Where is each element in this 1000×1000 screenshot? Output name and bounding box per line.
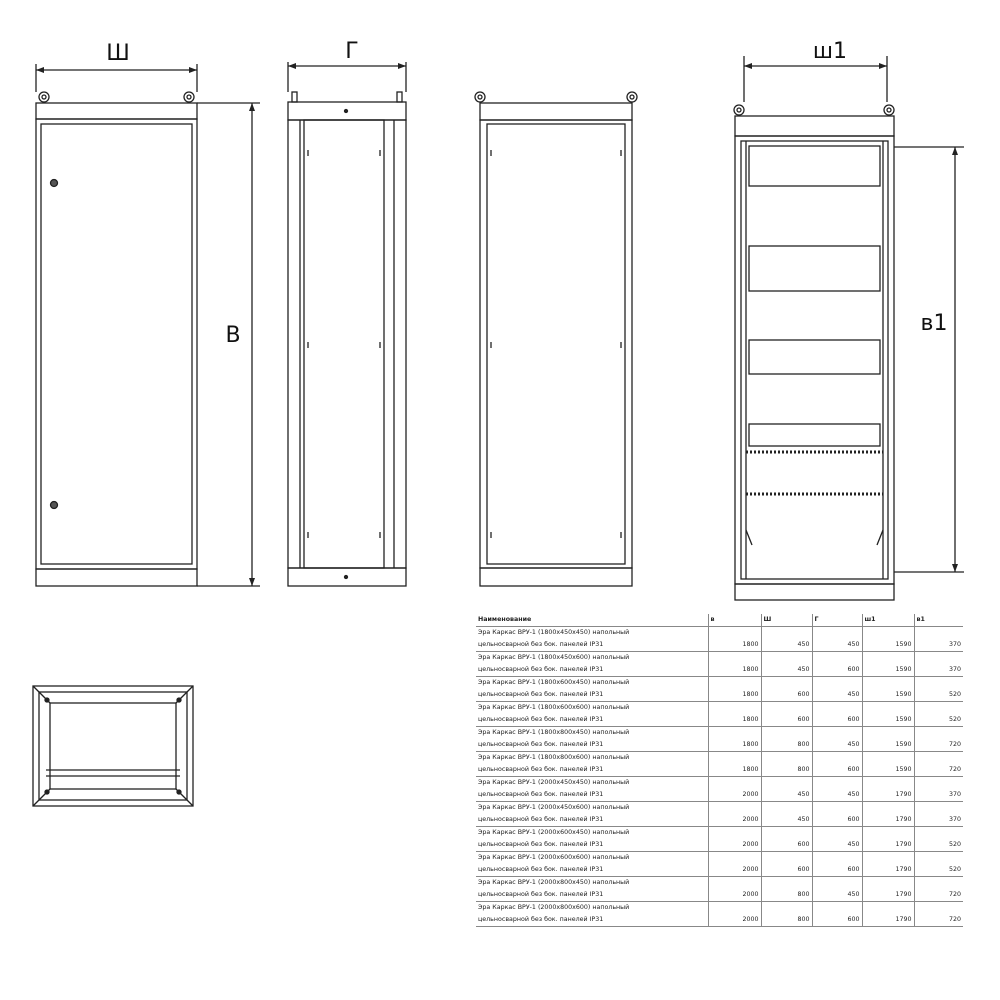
cell-height: 2000 (708, 814, 761, 827)
cell-height: 2000 (708, 789, 761, 802)
cell-width: 600 (761, 689, 812, 702)
empty-cell (812, 702, 862, 715)
table-row-continuation (476, 639, 963, 652)
empty-cell (862, 727, 914, 740)
product-name-line1: Эра Каркас ВРУ-1 (1800х450х450) напольный (476, 627, 708, 640)
product-name-line1: Эра Каркас ВРУ-1 (1800х600х450) напольный (476, 677, 708, 690)
cell-inner-width: 1790 (862, 914, 914, 927)
product-name-line2: цельносварной без бок. панелей IP31 (476, 664, 708, 677)
cell-inner-height: 720 (914, 914, 963, 927)
empty-cell (862, 902, 914, 915)
product-name-line2: цельносварной без бок. панелей IP31 (476, 689, 708, 702)
empty-cell (914, 877, 963, 890)
product-name-line1: Эра Каркас ВРУ-1 (2000х800х450) напольный (476, 877, 708, 890)
product-name-line2: цельносварной без бок. панелей IP31 (476, 639, 708, 652)
empty-cell (761, 677, 812, 690)
empty-cell (914, 827, 963, 840)
table-row (476, 627, 963, 640)
table-header-row (476, 614, 963, 627)
header-depth: Г (812, 614, 862, 627)
table-row-continuation (476, 764, 963, 777)
empty-cell (761, 652, 812, 665)
empty-cell (708, 777, 761, 790)
empty-cell (761, 827, 812, 840)
empty-cell (914, 752, 963, 765)
product-name-line1: Эра Каркас ВРУ-1 (2000х600х450) напольный (476, 827, 708, 840)
cell-inner-height: 520 (914, 839, 963, 852)
cell-inner-width: 1590 (862, 639, 914, 652)
cell-depth: 450 (812, 689, 862, 702)
empty-cell (708, 677, 761, 690)
empty-cell (708, 702, 761, 715)
product-name-line1: Эра Каркас ВРУ-1 (1800х800х600) напольный (476, 752, 708, 765)
door-lock-bottom (51, 502, 58, 509)
product-name-line2: цельносварной без бок. панелей IP31 (476, 714, 708, 727)
cell-inner-height: 520 (914, 689, 963, 702)
empty-cell (862, 652, 914, 665)
cell-width: 600 (761, 864, 812, 877)
table-row (476, 877, 963, 890)
inner-height-dimension-label: в1 (920, 311, 948, 336)
cell-width: 450 (761, 664, 812, 677)
empty-cell (862, 777, 914, 790)
empty-cell (708, 727, 761, 740)
header-inner-height: в1 (914, 614, 963, 627)
table-row (476, 677, 963, 690)
product-name-line1: Эра Каркас ВРУ-1 (2000х600х600) напольный (476, 852, 708, 865)
cell-depth: 600 (812, 864, 862, 877)
cell-height: 2000 (708, 839, 761, 852)
cell-depth: 450 (812, 739, 862, 752)
cell-width: 800 (761, 889, 812, 902)
product-name-line2: цельносварной без бок. панелей IP31 (476, 739, 708, 752)
cell-inner-width: 1590 (862, 764, 914, 777)
cell-inner-height: 520 (914, 864, 963, 877)
product-name-line2: цельносварной без бок. панелей IP31 (476, 839, 708, 852)
empty-cell (708, 627, 761, 640)
empty-cell (862, 677, 914, 690)
product-name-line2: цельносварной без бок. панелей IP31 (476, 864, 708, 877)
cell-inner-width: 1790 (862, 789, 914, 802)
inner-width-dimension-label: ш1 (812, 39, 848, 64)
empty-cell (761, 802, 812, 815)
table-row (476, 902, 963, 915)
product-name-line2: цельносварной без бок. панелей IP31 (476, 764, 708, 777)
cell-width: 450 (761, 639, 812, 652)
cell-width: 800 (761, 739, 812, 752)
cell-height: 2000 (708, 914, 761, 927)
top-view-cabinet (33, 686, 193, 806)
front-view-cabinet (36, 41, 260, 586)
cell-width: 600 (761, 714, 812, 727)
header-inner-width: ш1 (862, 614, 914, 627)
dimensions-spec-table (476, 614, 963, 927)
product-name-line1: Эра Каркас ВРУ-1 (2000х800х600) напольный (476, 902, 708, 915)
table-row-continuation (476, 689, 963, 702)
empty-cell (862, 827, 914, 840)
product-name-line2: цельносварной без бок. панелей IP31 (476, 789, 708, 802)
empty-cell (914, 802, 963, 815)
empty-cell (914, 627, 963, 640)
table-row (476, 852, 963, 865)
cell-inner-height: 720 (914, 889, 963, 902)
cell-inner-height: 720 (914, 739, 963, 752)
cell-width: 800 (761, 764, 812, 777)
empty-cell (862, 877, 914, 890)
cell-width: 800 (761, 914, 812, 927)
product-name-line1: Эра Каркас ВРУ-1 (2000х450х450) напольный (476, 777, 708, 790)
cell-height: 1800 (708, 714, 761, 727)
cell-inner-width: 1590 (862, 714, 914, 727)
cell-depth: 600 (812, 664, 862, 677)
table-row-continuation (476, 814, 963, 827)
empty-cell (708, 652, 761, 665)
cell-depth: 600 (812, 814, 862, 827)
cell-depth: 450 (812, 839, 862, 852)
empty-cell (812, 627, 862, 640)
internal-view-cabinet (734, 39, 964, 600)
cell-depth: 450 (812, 789, 862, 802)
product-name-line2: цельносварной без бок. панелей IP31 (476, 814, 708, 827)
table-row (476, 702, 963, 715)
cell-inner-width: 1590 (862, 664, 914, 677)
cell-inner-width: 1590 (862, 689, 914, 702)
cabinet-door (41, 124, 192, 564)
rear-view-cabinet (475, 92, 637, 586)
empty-cell (708, 877, 761, 890)
empty-cell (812, 802, 862, 815)
cell-height: 1800 (708, 689, 761, 702)
mounting-rail-2 (749, 246, 880, 291)
width-dimension-label: Ш (106, 41, 130, 66)
empty-cell (761, 852, 812, 865)
cell-depth: 450 (812, 639, 862, 652)
side-view-cabinet (288, 39, 406, 586)
empty-cell (761, 777, 812, 790)
table-row-continuation (476, 714, 963, 727)
empty-cell (862, 852, 914, 865)
table-row-continuation (476, 864, 963, 877)
cell-height: 1800 (708, 664, 761, 677)
cell-inner-height: 370 (914, 789, 963, 802)
empty-cell (862, 627, 914, 640)
cell-height: 2000 (708, 889, 761, 902)
table-row (476, 727, 963, 740)
empty-cell (914, 902, 963, 915)
cell-depth: 600 (812, 764, 862, 777)
product-name-line2: цельносварной без бок. панелей IP31 (476, 914, 708, 927)
empty-cell (812, 752, 862, 765)
cell-inner-width: 1790 (862, 864, 914, 877)
header-width: Ш (761, 614, 812, 627)
cell-inner-height: 370 (914, 639, 963, 652)
empty-cell (914, 777, 963, 790)
table-row (476, 752, 963, 765)
table-row-continuation (476, 914, 963, 927)
empty-cell (812, 727, 862, 740)
cell-depth: 600 (812, 914, 862, 927)
cell-inner-width: 1790 (862, 814, 914, 827)
empty-cell (708, 802, 761, 815)
cell-inner-width: 1790 (862, 889, 914, 902)
cell-inner-height: 520 (914, 714, 963, 727)
cell-inner-height: 370 (914, 664, 963, 677)
empty-cell (914, 852, 963, 865)
cell-width: 450 (761, 789, 812, 802)
table-row (476, 802, 963, 815)
depth-dimension-label: Г (345, 39, 359, 64)
empty-cell (812, 652, 862, 665)
cell-inner-width: 1590 (862, 739, 914, 752)
table-row-continuation (476, 664, 963, 677)
cell-height: 1800 (708, 739, 761, 752)
empty-cell (708, 827, 761, 840)
product-name-line1: Эра Каркас ВРУ-1 (1800х800х450) напольный (476, 727, 708, 740)
empty-cell (812, 877, 862, 890)
table-row (476, 827, 963, 840)
empty-cell (761, 877, 812, 890)
product-name-line1: Эра Каркас ВРУ-1 (1800х600х600) напольный (476, 702, 708, 715)
empty-cell (761, 727, 812, 740)
empty-cell (812, 902, 862, 915)
cell-height: 1800 (708, 639, 761, 652)
empty-cell (761, 752, 812, 765)
empty-cell (914, 652, 963, 665)
empty-cell (914, 727, 963, 740)
header-name: Наименование (476, 614, 708, 627)
mounting-rail-1 (749, 146, 880, 186)
empty-cell (862, 702, 914, 715)
height-dimension-label: В (225, 323, 241, 348)
empty-cell (862, 802, 914, 815)
table-row (476, 777, 963, 790)
empty-cell (812, 852, 862, 865)
cell-width: 450 (761, 814, 812, 827)
cell-inner-height: 370 (914, 814, 963, 827)
product-name-line1: Эра Каркас ВРУ-1 (1800х450х600) напольный (476, 652, 708, 665)
product-name-line2: цельносварной без бок. панелей IP31 (476, 889, 708, 902)
empty-cell (708, 902, 761, 915)
header-height: в (708, 614, 761, 627)
empty-cell (862, 752, 914, 765)
cell-width: 600 (761, 839, 812, 852)
empty-cell (914, 677, 963, 690)
mounting-rail-4 (749, 424, 880, 446)
product-name-line1: Эра Каркас ВРУ-1 (2000х450х600) напольный (476, 802, 708, 815)
empty-cell (914, 702, 963, 715)
empty-cell (812, 777, 862, 790)
table-row-continuation (476, 789, 963, 802)
empty-cell (812, 827, 862, 840)
cell-inner-width: 1790 (862, 839, 914, 852)
table-row-continuation (476, 739, 963, 752)
empty-cell (708, 852, 761, 865)
cell-depth: 600 (812, 714, 862, 727)
mounting-rail-3 (749, 340, 880, 374)
door-lock-top (51, 180, 58, 187)
empty-cell (761, 627, 812, 640)
table-row-continuation (476, 889, 963, 902)
empty-cell (708, 752, 761, 765)
empty-cell (761, 702, 812, 715)
table-row-continuation (476, 839, 963, 852)
empty-cell (761, 902, 812, 915)
cell-depth: 450 (812, 889, 862, 902)
cell-inner-height: 720 (914, 764, 963, 777)
table-row (476, 652, 963, 665)
cell-height: 2000 (708, 864, 761, 877)
empty-cell (812, 677, 862, 690)
cell-height: 1800 (708, 764, 761, 777)
